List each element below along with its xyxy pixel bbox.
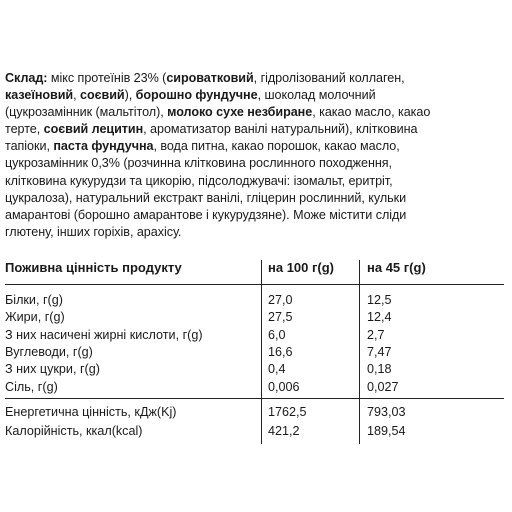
nutrient-name: Енергетична цінність, кДж(Kj): [5, 404, 177, 419]
header-per-100g: на 100 г(g): [268, 260, 335, 275]
ingredients-line: [5, 190, 505, 207]
nutrient-name: Вуглеводи, г(g): [5, 344, 93, 359]
value-per-45g: 2,7: [367, 327, 385, 342]
value-per-100g: 421,2: [268, 423, 300, 438]
ingredients-line: [5, 173, 505, 190]
ingredient-text: цукралоза), натуральний екстракт ванілі, гліцерин рослинний, кульки: [5, 190, 407, 205]
ingredient-text: цукрозамінник 0,3% (розчинна клітковина рослинного походження,: [5, 156, 392, 171]
value-per-45g: 12,5: [367, 293, 392, 307]
value-per-45g: 12,4: [367, 310, 392, 325]
ingredient-text: амарантові (борошно амарантове і кукурудзяне). Може містити сліди: [5, 207, 407, 222]
table-row: [5, 292, 504, 309]
ingredient-highlight: паста фундучна: [53, 139, 154, 154]
column-divider: [359, 260, 360, 444]
nutrient-name: Калорійність, ккал(kcal): [5, 423, 143, 438]
value-per-100g: 27,0: [268, 293, 293, 307]
ingredients-line: [5, 121, 505, 138]
ingredient-text: , шоколад молочний: [257, 88, 376, 103]
value-per-100g: 27,5: [268, 310, 293, 325]
nutrient-name: Жири, г(g): [5, 310, 65, 325]
value-per-45g: 0,027: [367, 379, 399, 394]
ingredient-highlight: соєвий лецитин: [43, 122, 144, 137]
value-per-100g: 0,006: [268, 379, 300, 394]
value-per-100g: 0,4: [268, 362, 286, 377]
value-per-45g: 793,03: [367, 404, 406, 419]
ingredient-text: глютену, інших горіхів, арахісу.: [5, 224, 182, 239]
ingredient-text: терте,: [5, 122, 44, 137]
ingredient-highlight: сироватковий: [166, 71, 254, 85]
ingredient-text: клітковина кукурудзи та цикорію, підсолоджувачі: ізомальт, еритріт,: [5, 173, 393, 188]
ingredient-text: мікс протеїнів 23% (: [47, 71, 167, 85]
value-per-45g: 7,47: [367, 344, 392, 359]
value-per-100g: 1762,5: [268, 404, 307, 419]
value-per-45g: 189,54: [367, 423, 406, 438]
ingredients-line: [5, 138, 505, 155]
header-nutrient: Поживна цінність продукту: [5, 260, 182, 275]
ingredient-highlight: борошно фундучне: [135, 88, 258, 103]
ingredient-text: , вода питна, какао порошок, какао масло,: [153, 139, 400, 154]
ingredient-text: тапіоки,: [5, 139, 54, 154]
ingredients-line: [5, 87, 505, 104]
ingredients-line: [5, 104, 505, 121]
table-row: [5, 327, 504, 344]
value-per-100g: 6,0: [268, 327, 286, 342]
ingredients-text: [5, 70, 505, 241]
value-per-45g: 0,18: [367, 362, 392, 377]
nutrient-name: З них насичені жирні кислоти, г(g): [5, 327, 203, 342]
value-per-100g: 16,6: [268, 344, 293, 359]
ingredient-text: (цукрозамінник (мальтітол),: [5, 105, 168, 120]
table-row: [5, 309, 504, 326]
ingredient-highlight: молоко сухе незбиране: [167, 105, 313, 120]
ingredient-text: , гідролізований коллаген,: [253, 71, 405, 85]
nutrient-name: Сіль, г(g): [5, 379, 58, 394]
ingredient-text: , какао масло, какао: [312, 105, 431, 120]
table-divider: [5, 398, 504, 399]
table-row: [5, 404, 504, 421]
table-row: [5, 361, 504, 378]
ingredient-text: , ароматизатор ванілі натуральний), клітковина: [143, 122, 418, 137]
ingredients-line: [5, 70, 505, 87]
nutrient-name: З них цукри, г(g): [5, 362, 100, 377]
ingredients-line: [5, 207, 505, 224]
nutrient-name: Білки, г(g): [5, 293, 63, 307]
nutrition-table: [5, 260, 505, 438]
ingredient-highlight: Склад:: [5, 71, 48, 85]
ingredient-text: ),: [124, 88, 136, 103]
table-divider: [5, 284, 504, 285]
ingredients-line: [5, 224, 505, 241]
header-per-45g: на 45 г(g): [367, 260, 426, 275]
ingredients-line: [5, 155, 505, 172]
nutrition-table-header: [5, 260, 505, 284]
table-row: [5, 423, 504, 440]
table-row: [5, 344, 504, 361]
ingredient-text: ,: [73, 88, 81, 103]
column-divider: [261, 260, 262, 444]
ingredient-highlight: соєвий: [80, 88, 125, 103]
ingredient-highlight: казеїновий: [5, 88, 74, 103]
table-row: [5, 379, 504, 396]
